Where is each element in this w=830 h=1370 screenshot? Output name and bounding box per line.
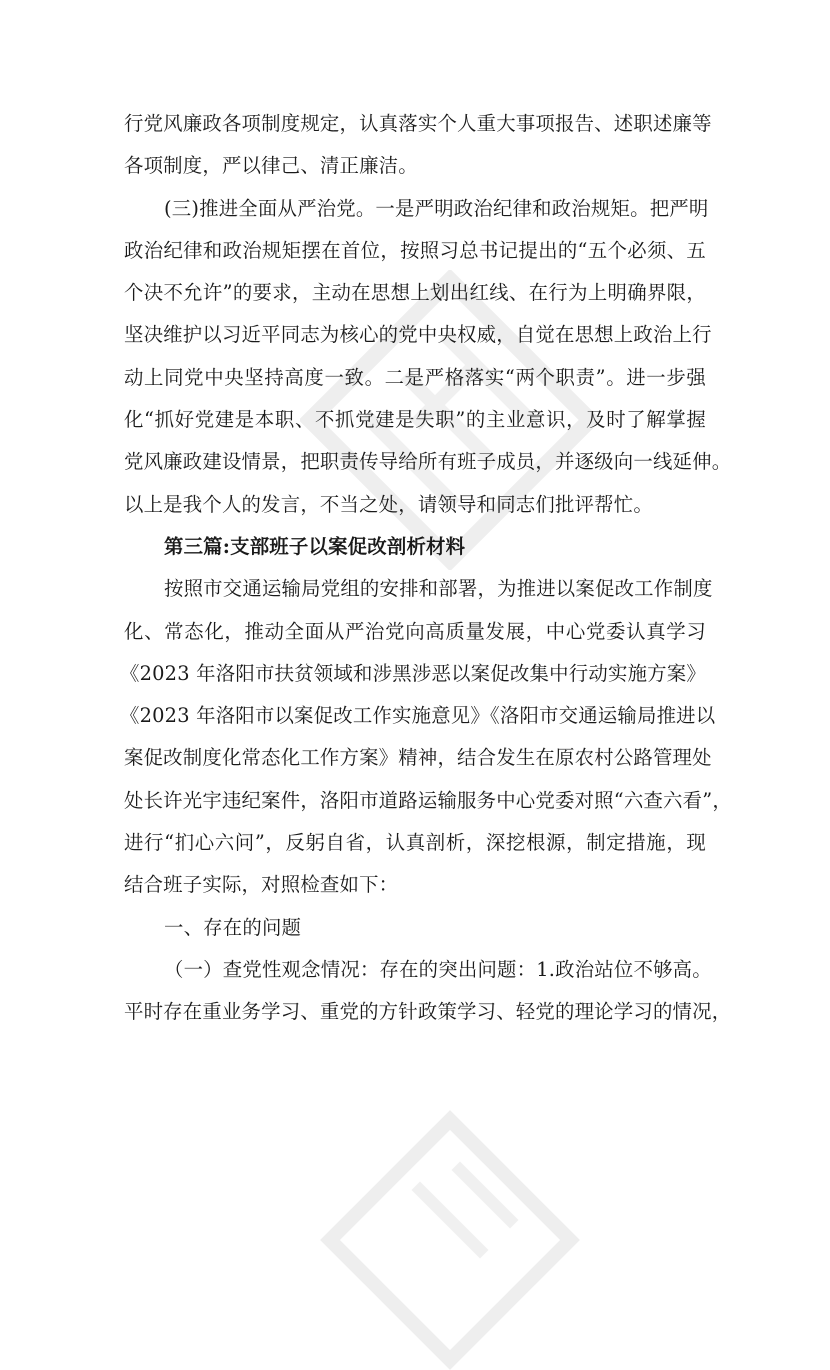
paragraph-line: 以上是我个人的发言，不当之处，请领导和同志们批评帮忙。 [124, 492, 653, 516]
paragraph-line: 处长许光宇违纪案件，洛阳市道路运输服务中心党委对照“六查六看”， [124, 788, 732, 812]
paragraph-line: 动上同党中央坚持高度一致。二是严格落实“两个职责”。进一步强 [124, 365, 706, 389]
subsection-heading: 一、存在的问题 [164, 915, 302, 939]
paragraph-line: （一）查党性观念情况：存在的突出问题：1.政治站位不够高。 [164, 957, 712, 981]
paragraph-line: 按照市交通运输局党组的安排和部署，为推进以案促改工作制度 [164, 577, 713, 601]
paragraph-line: 平时存在重业务学习、重党的方针政策学习、轻党的理论学习的情况， [124, 1000, 732, 1024]
paragraph-line: 各项制度，严以律己、清正廉洁。 [124, 154, 418, 178]
paragraph-line: 政治纪律和政治规矩摆在首位，按照习总书记提出的“五个必须、五 [124, 238, 706, 262]
document-body [120, 103, 732, 1034]
section-paragraph-line: (三)推进全面从严治党。一是严明政治纪律和政治规矩。把严明 [164, 196, 709, 220]
paragraph-line: 进行“扪心六问”，反躬自省，认真剖析，深挖根源，制定措施，现 [124, 831, 706, 855]
paragraph-line: 《2023 年洛阳市扶贫领域和涉黑涉恶以案促改集中行动实施方案》 [120, 661, 706, 685]
paragraph-line: 结合班子实际，对照检查如下： [124, 873, 399, 897]
paragraph-line: 行党风廉政各项制度规定，认真落实个人重大事项报告、述职述廉等 [124, 112, 712, 135]
paragraph-line: 《2023 年洛阳市以案促改工作实施意见》《洛阳市交通运输局推进以 [120, 704, 716, 728]
paragraph-line: 个决不允许”的要求，主动在思想上划出红线、在行为上明确界限， [124, 281, 706, 305]
watermark-logo-icon-bottom [320, 1110, 580, 1370]
paragraph-line: 化、常态化，推动全面从严治党向高质量发展，中心党委认真学习 [124, 619, 706, 643]
paragraph-line: 党风廉政建设情景，把职责传导给所有班子成员，并逐级向一线延伸。 [124, 450, 732, 474]
paragraph-line: 案促改制度化常态化工作方案》精神，结合发生在原农村公路管理处 [124, 746, 712, 770]
paragraph-line: 化“抓好党建是本职、不抓党建是失职”的主业意识，及时了解掌握 [124, 408, 706, 432]
paragraph-line: 坚决维护以习近平同志为核心的党中央权威，自觉在思想上政治上行 [124, 323, 712, 347]
section-heading: 第三篇:支部班子以案促改剖析材料 [164, 534, 466, 558]
